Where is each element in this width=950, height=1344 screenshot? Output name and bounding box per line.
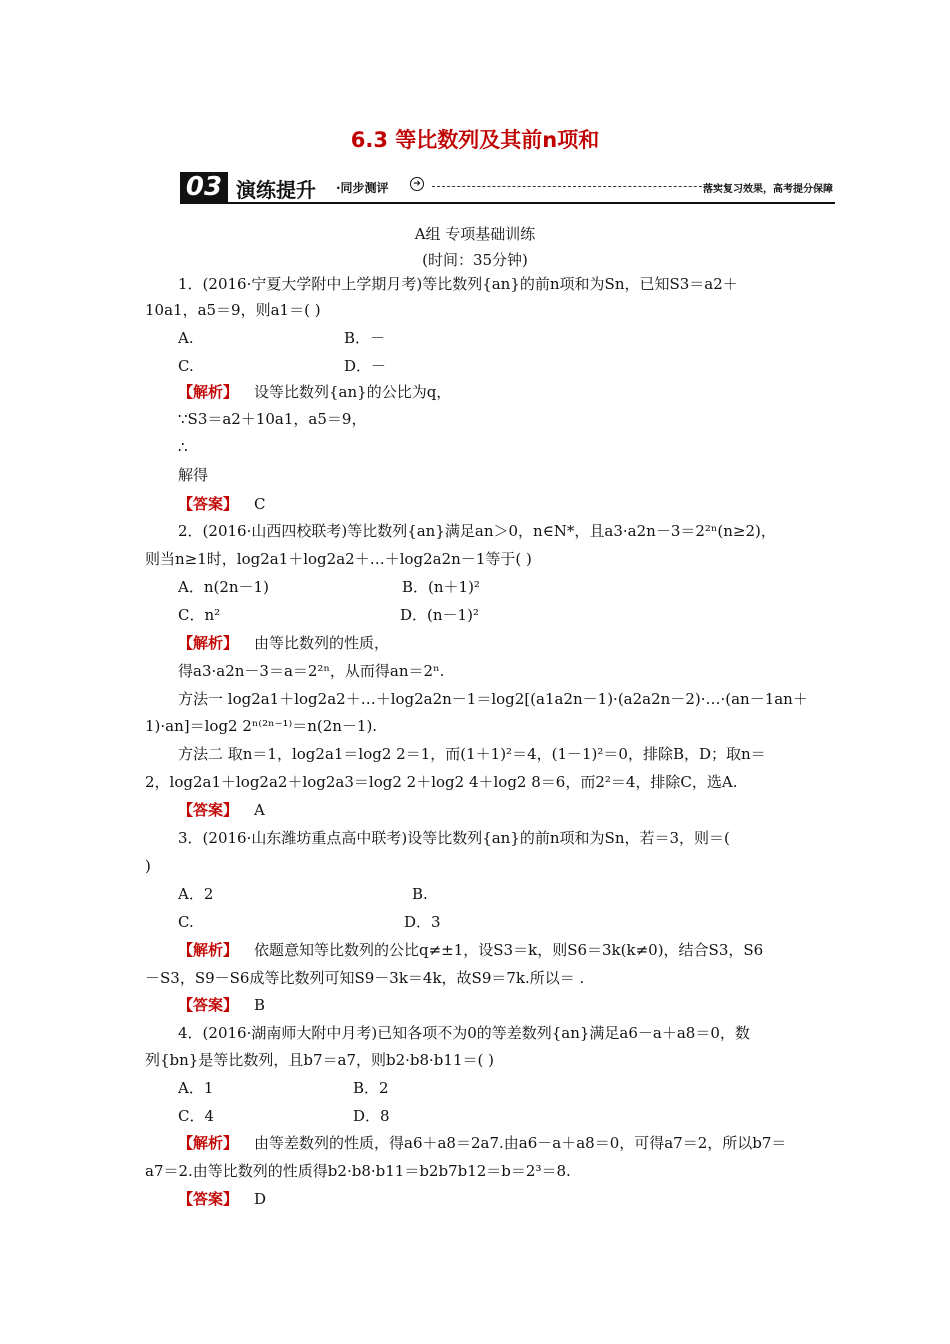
- page-title: 6.3 等比数列及其前n项和: [350, 128, 600, 152]
- q2-option-d: D．(n－1)²: [400, 606, 479, 624]
- q2-answer-tag: 【答案】: [178, 801, 239, 819]
- q2-line1: 2．(2016·山西四校联考)等比数列{an}满足an＞0，n∈N*，且a3·a2n－3＝2²ⁿ(n≥2)，: [178, 522, 776, 540]
- q4-answer-tag: 【答案】: [178, 1190, 239, 1208]
- q1-analysis-line1: 设等比数列{an}的公比为q，: [254, 383, 452, 401]
- q1-analysis-line3: ∴: [178, 438, 188, 456]
- q2-analysis-tag: 【解析】: [178, 634, 239, 652]
- banner-right-label: 落实复习效果，高考提分保障: [703, 184, 833, 195]
- section-banner: [180, 172, 835, 204]
- q2-analysis-line5: 方法二 取n＝1，log2a1＝log2 2＝1，而(1＋1)²＝4，(1－1)²＝0，排除B，D；取n＝: [178, 745, 766, 763]
- q2-analysis-line6: 2，log2a1＋log2a2＋log2a3＝log2 2＋log2 4＋log2 8＝6，而2²＝4，排除C，选A.: [145, 773, 738, 791]
- banner-sub-label: ·同步测评: [336, 181, 389, 195]
- q4-line2: 列{bn}是等比数列，且b7＝a7，则b2·b8·b11＝( ): [145, 1051, 494, 1069]
- q2-analysis-line2: 得a3·a2n－3＝a＝2²ⁿ，从而得an＝2ⁿ.: [178, 662, 445, 680]
- q2-answer-value: A: [254, 801, 265, 819]
- q3-option-a: A．2: [178, 885, 214, 903]
- q4-analysis-line1: 由等差数列的性质，得a6＋a8＝2a7.由a6－a＋a8＝0，可得a7＝2，所以b7＝: [254, 1134, 787, 1152]
- q3-analysis-line2: －S3，S9－S6成等比数列可知S9－3k＝4k，故S9＝7k.所以＝ .: [145, 969, 585, 987]
- q1-option-a: A.: [178, 329, 194, 347]
- q4-answer-value: D: [254, 1190, 267, 1208]
- q1-option-b: B．－: [344, 329, 386, 347]
- q4-option-b: B．2: [353, 1079, 389, 1097]
- q3-answer-value: B: [254, 996, 266, 1014]
- q3-analysis-line1: 依题意知等比数列的公比q≠±1，设S3＝k，则S6＝3k(k≠0)，结合S3，S6: [254, 941, 764, 959]
- banner-dashed-divider: [432, 186, 727, 187]
- time-note: (时间：35分钟): [422, 251, 528, 269]
- arrow-right-icon: ➔: [410, 177, 424, 191]
- q2-analysis-line1: 由等比数列的性质，: [254, 634, 390, 652]
- q4-line1: 4．(2016·湖南师大附中月考)已知各项不为0的等差数列{an}满足a6－a＋a8＝0，数: [178, 1024, 750, 1042]
- banner-underline: [180, 202, 835, 204]
- q4-option-d: D．8: [353, 1107, 390, 1125]
- q2-line2: 则当n≥1时，log2a1＋log2a2＋…＋log2a2n－1等于( ): [145, 550, 532, 568]
- q3-line1: 3．(2016·山东潍坊重点高中联考)设等比数列{an}的前n项和为Sn，若＝3，则＝(: [178, 829, 730, 847]
- q3-answer-tag: 【答案】: [178, 996, 239, 1014]
- q2-option-a: A．n(2n－1): [178, 578, 269, 596]
- q4-option-a: A．1: [178, 1079, 214, 1097]
- q1-analysis-line2: ∵S3＝a2＋10a1，a5＝9，: [178, 410, 367, 428]
- q1-analysis-line4: 解得: [178, 466, 209, 484]
- q4-analysis-line2: a7＝2.由等比数列的性质得b2·b8·b11＝b2b7b12＝b＝2³＝8.: [145, 1162, 571, 1180]
- q4-option-c: C．4: [178, 1107, 215, 1125]
- group-title: A组 专项基础训练: [414, 225, 536, 243]
- q1-analysis-tag: 【解析】: [178, 383, 239, 401]
- q1-line2: 10a1，a5＝9，则a1＝( ): [145, 301, 321, 319]
- q3-analysis-tag: 【解析】: [178, 941, 239, 959]
- q3-line2: ): [145, 857, 151, 875]
- q3-option-b: B.: [412, 885, 428, 903]
- q2-option-c: C．n²: [178, 606, 221, 624]
- q2-analysis-line4: 1)·an]＝log2 2ⁿ⁽²ⁿ⁻¹⁾＝n(2n－1).: [145, 717, 378, 735]
- q3-option-d: D．3: [404, 913, 441, 931]
- q1-answer-tag: 【答案】: [178, 495, 239, 513]
- q1-answer-value: C: [254, 495, 266, 513]
- q1-line1: 1．(2016·宁夏大学附中上学期月考)等比数列{an}的前n项和为Sn，已知S3＝a2＋: [178, 275, 738, 293]
- banner-main-label: 演练提升: [236, 178, 316, 202]
- q4-analysis-tag: 【解析】: [178, 1134, 239, 1152]
- q1-option-d: D．－: [344, 357, 387, 375]
- q2-option-b: B．(n＋1)²: [402, 578, 480, 596]
- q2-analysis-line3: 方法一 log2a1＋log2a2＋…＋log2a2n－1＝log2[(a1a2n－1)·(a2a2n－2)·…·(an－1an＋: [178, 690, 808, 708]
- q3-option-c: C.: [178, 913, 194, 931]
- banner-badge: 03: [180, 172, 228, 202]
- q1-option-c: C.: [178, 357, 194, 375]
